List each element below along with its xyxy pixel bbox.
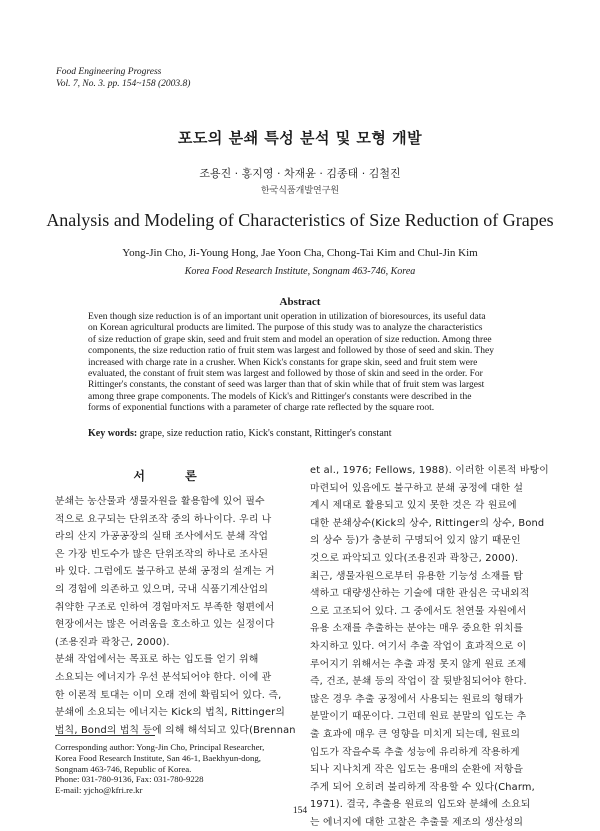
body-line: 한 이론적 토대는 이미 오래 전에 확립되어 있다. 즉, <box>55 689 282 701</box>
abstract-heading: Abstract <box>279 296 321 308</box>
abstract-line: Rittinger's constants, the constant of seed was larger than that of skin while that of fruit stem was largest <box>88 380 485 391</box>
body-line: 많은 경우 추출 공정에서 사용되는 원료의 형태가 <box>310 693 524 705</box>
body-line: 는 에너지에 대한 고찰은 추출물 제조의 생산성의 <box>310 816 524 828</box>
body-line: 분쇄에 소요되는 에너지는 Kick의 법칙, Rittinger의 <box>55 707 286 719</box>
body-line: 출 효과에 매우 큰 영향을 미치게 되는데, 원료의 <box>310 728 521 740</box>
abstract-line: forms of exponential functions with a parameter of charge rate reflected by the square root. <box>88 403 435 414</box>
body-line: 것으로 파악되고 있다(조용진과 곽창근, 2000). <box>310 552 519 564</box>
abstract-line: increased with charge rate in a crusher. When Kick's constants for grape skin, seed and fruit stem were <box>88 357 478 368</box>
abstract-line: evaluated, the constant of fruit stem was largest and followed by those of skin and seed in the order. For <box>88 369 483 380</box>
keywords <box>88 428 392 439</box>
right-column <box>310 462 550 831</box>
footnote-line: Songnam 463-746, Republic of Korea. <box>55 763 192 774</box>
body-line: 적으로 요구되는 단위조작 중의 하나이다. 우리 나 <box>55 513 272 525</box>
body-line: 소요되는 에너지가 우선 분석되어야 한다. 이에 관 <box>55 671 272 683</box>
body-line: 법칙, Bond의 법칙 등에 의해 해석되고 있다(Brennan <box>55 724 296 736</box>
body-line: 계시 제대로 활용되고 있지 못한 것은 각 원료에 <box>310 500 517 512</box>
journal-name: Food Engineering Progress <box>56 67 162 77</box>
body-line: 입도가 작을수록 추출 성능에 유리하게 작용하게 <box>310 746 520 758</box>
section-heading-introduction: 서 론 <box>133 469 215 483</box>
abstract-line: on Korean agricultural products are limited. The purpose of this study was to analyze the characteristics <box>88 323 483 334</box>
corresponding-author-footnote <box>55 742 264 796</box>
body-line: 바 있다. 그럼에도 불구하고 분쇄 공정의 설계는 거 <box>55 566 275 578</box>
footnote-divider <box>55 735 155 736</box>
body-line: 현장에서는 많은 어려움을 호소하고 있는 실정이다 <box>55 619 275 631</box>
body-line: 색하고 대량생산하는 기술에 대한 관심은 국내외적 <box>310 588 530 600</box>
page-number: 154 <box>292 806 308 816</box>
body-line: 분쇄는 농산물과 생물자원을 활용함에 있어 필수 <box>55 496 265 507</box>
footnote-line: E-mail: yjcho@kfri.re.kr <box>55 785 143 796</box>
body-line: 취약한 구조로 인하여 경험마저도 부족한 형편에서 <box>55 601 275 613</box>
english-affiliation: Korea Food Research Institute, Songnam 463-746, Korea <box>184 266 416 277</box>
body-line: 최근, 생물자원으로부터 유용한 기능성 소재를 탐 <box>310 570 524 582</box>
body-line: 루어지기 위해서는 추출 과정 못지 않게 원료 조제 <box>310 658 527 670</box>
footnote-line: Corresponding author: Yong-Jin Cho, Principal Researcher, <box>55 742 265 752</box>
abstract-line: Even though size reduction is of an important unit operation in utilization of bioresources, its useful data <box>88 312 486 322</box>
body-line: 1971). 결국, 추출용 원료의 입도와 분쇄에 소요되 <box>310 799 531 811</box>
english-title: Analysis and Modeling of Characteristics of Size Reduction of Grapes <box>46 210 554 230</box>
body-line: (조용진과 곽창근, 2000). <box>55 636 170 648</box>
left-column <box>55 493 295 739</box>
body-line: 분쇄 작업에서는 목표로 하는 입도를 얻기 위해 <box>55 654 259 666</box>
body-line: 의 경험에 의존하고 있으며, 국내 식품기계산업의 <box>55 583 269 595</box>
footnote-line: Korea Food Research Institute, San 46-1, Baekhyun-dong, <box>55 752 261 763</box>
body-line: 되나 지나치게 작은 입도는 용매의 순환에 저항을 <box>310 764 524 776</box>
keywords-text: grape, size reduction ratio, Kick's constant, Rittinger's constant <box>139 428 392 439</box>
keywords-label: Key words: <box>88 428 138 439</box>
body-line: 은 가장 빈도수가 많은 단위조작의 하나로 조사된 <box>55 548 269 560</box>
body-line: 차지하고 있다. 여기서 추출 작업이 효과적으로 이 <box>310 640 527 652</box>
journal-citation: Vol. 7, No. 3. pp. 154~158 (2003.8) <box>56 79 191 89</box>
abstract-body <box>88 312 518 415</box>
body-line: 라의 산지 가공공장의 실태 조사에서도 분쇄 작업 <box>55 531 269 543</box>
body-line: 즉, 건조, 분쇄 등의 작업이 잘 뒷받침되어야 한다. <box>310 676 527 688</box>
body-line: 유용 소재를 추출하는 분야는 매우 중요한 위치를 <box>310 623 524 635</box>
footnote-line: Phone: 031-780-9136, Fax: 031-780-9228 <box>55 774 204 785</box>
abstract-line: of size reduction of grape skin, seed and fruit stem and model an operation of size reduction. Among three <box>88 334 492 345</box>
body-line: 분말이기 때문이다. 그런데 원료 분말의 입도는 추 <box>310 711 527 723</box>
korean-authors: 조용진 · 홍지영 · 차재윤 · 김종태 · 김철진 <box>199 167 401 180</box>
journal-header <box>56 66 190 90</box>
abstract-line: components, the size reduction ratio of fruit stem was largest and followed by those of seed and skin. They <box>88 346 494 357</box>
korean-title: 포도의 분쇄 특성 분석 및 모형 개발 <box>177 129 423 147</box>
korean-affiliation: 한국식품개발연구원 <box>260 186 340 196</box>
body-line: 의 상수 등)가 충분히 구명되어 있지 않기 때문인 <box>310 535 521 547</box>
body-line: 마련되어 있음에도 불구하고 분쇄 공정에 대한 설 <box>310 482 524 494</box>
english-authors: Yong-Jin Cho, Ji-Young Hong, Jae Yoon Cha, Chong-Tai Kim and Chul-Jin Kim <box>122 247 478 259</box>
body-line: 으로 고조되어 있다. 그 중에서도 천연물 자원에서 <box>310 605 527 617</box>
body-line: 주게 되어 오히려 불리하게 작용할 수 있다(Charm, <box>310 781 535 793</box>
abstract-line: among three grape components. The models of Kick's and Rittinger's constants were described in the <box>88 391 472 402</box>
body-line: et al., 1976; Fellows, 1988). 이러한 이론적 바탕이 <box>310 465 549 476</box>
body-line: 대한 분쇄상수(Kick의 상수, Rittinger의 상수, Bond <box>310 517 545 529</box>
